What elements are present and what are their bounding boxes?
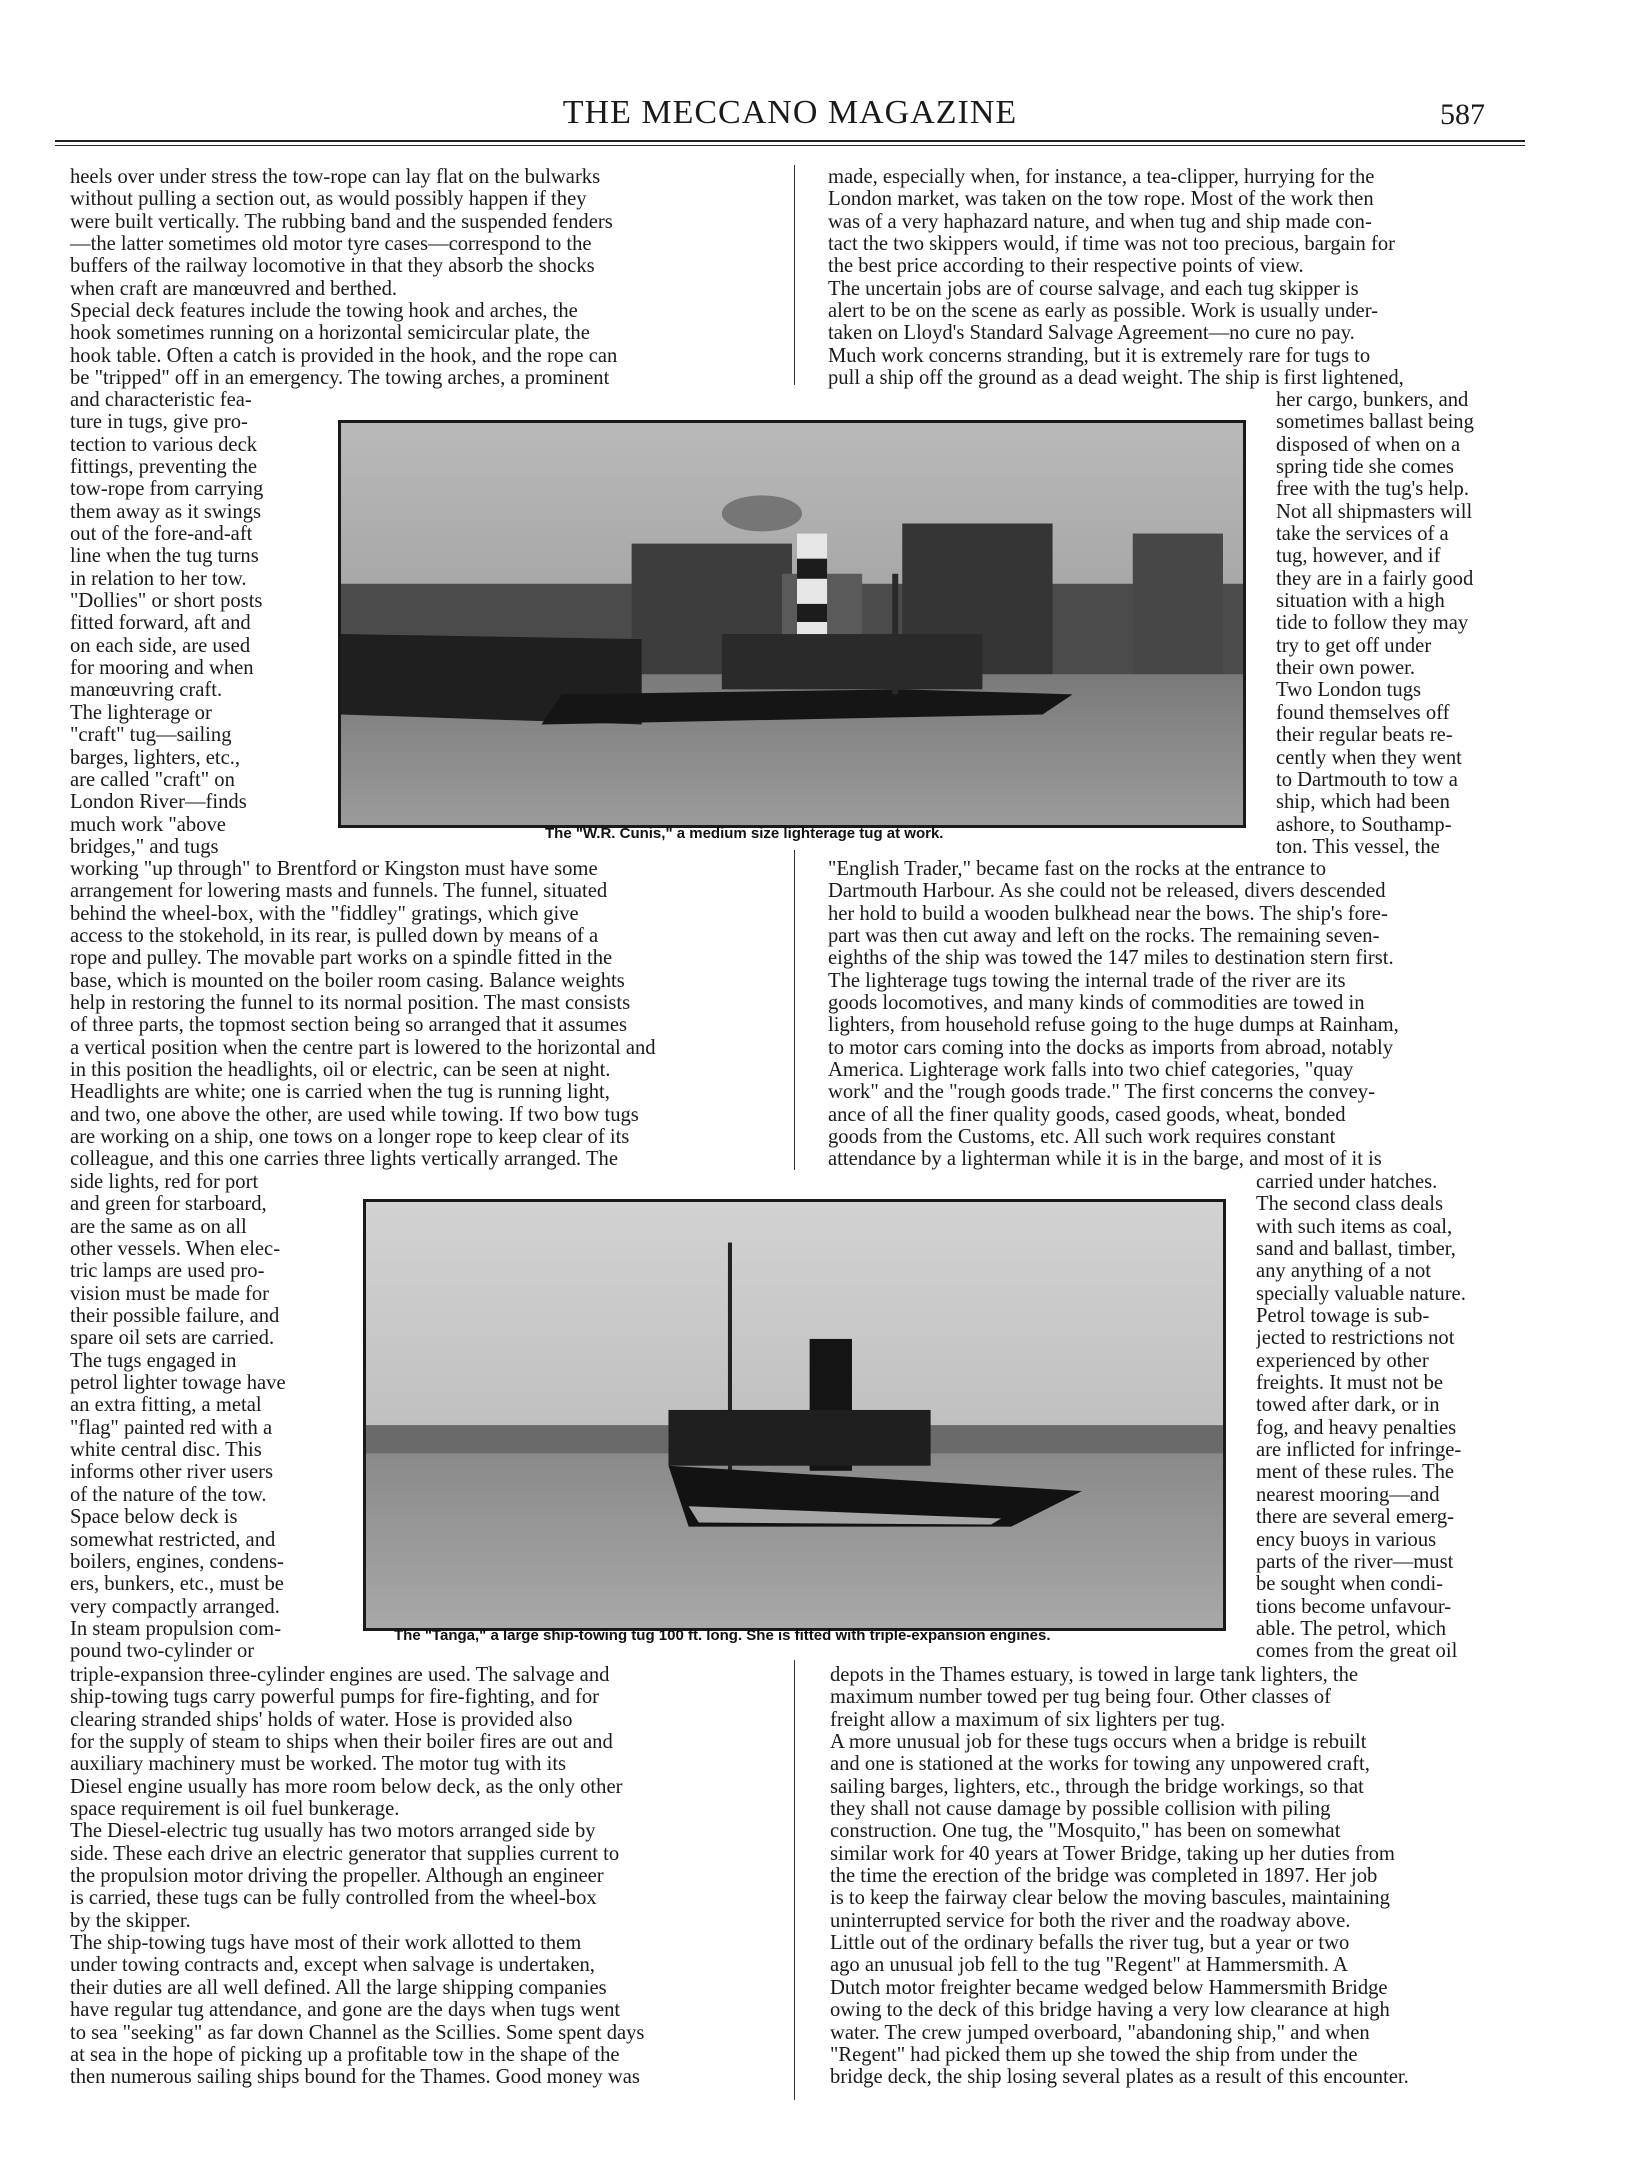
text-line: cently when they went xyxy=(1276,746,1462,769)
column-divider xyxy=(794,1660,795,2100)
text-line: bridge deck, the ship losing several plates as a result of this encounter. xyxy=(830,2066,1409,2089)
text-line: try to get off under xyxy=(1276,634,1432,657)
text-line: spring tide she comes xyxy=(1276,456,1454,479)
right-col-middle-text xyxy=(828,858,1516,1171)
text-line: sometimes ballast being xyxy=(1276,411,1474,434)
text-line: take the services of a xyxy=(1276,523,1449,546)
text-line: ency buoys in various xyxy=(1256,1528,1437,1551)
text-line: pull a ship off the ground as a dead weight. The ship is first lightened, xyxy=(828,367,1404,390)
tug-photo-illustration xyxy=(366,1202,1223,1628)
text-line: specially valuable nature. xyxy=(1256,1282,1466,1305)
text-line: ance of all the finer quality goods, cased goods, wheat, bonded xyxy=(828,1103,1346,1126)
header-rule xyxy=(55,140,1525,142)
right-col-narrow-text-2 xyxy=(1256,1171,1518,1663)
text-line: for mooring and when xyxy=(70,657,254,680)
text-line: London market, was taken on the tow rope. Most of the work then xyxy=(828,188,1374,211)
text-line: fittings, preventing the xyxy=(70,456,258,479)
text-line: ton. This vessel, the xyxy=(1276,835,1440,858)
text-line: A more unusual job for these tugs occurs when a bridge is rebuilt xyxy=(830,1731,1367,1754)
text-line: are inflicted for infringe- xyxy=(1256,1439,1462,1462)
text-line: goods locomotives, and many kinds of commodities are towed in xyxy=(828,992,1365,1015)
left-col-middle-text xyxy=(70,858,760,1171)
text-line: uninterrupted service for both the river and the roadway above. xyxy=(830,1909,1351,1932)
text-line: "Regent" had picked them up she towed the ship from under the xyxy=(830,2043,1358,2066)
text-line: spare oil sets are carried. xyxy=(70,1327,275,1350)
text-line: base, which is mounted on the boiler room casing. Balance weights xyxy=(70,969,625,992)
text-line: water. The crew jumped overboard, "abandoning ship," and when xyxy=(830,2021,1370,2044)
text-line: was of a very haphazard nature, and when tug and ship made con- xyxy=(828,210,1372,233)
text-line: help in restoring the funnel to its normal position. The mast consists xyxy=(70,992,631,1015)
text-line: nearest mooring—and xyxy=(1256,1483,1440,1506)
text-line: sand and ballast, timber, xyxy=(1256,1238,1456,1261)
text-line: side. These each drive an electric generator that supplies current to xyxy=(70,1842,620,1865)
text-line: The second class deals xyxy=(1256,1193,1443,1216)
text-line: be "tripped" off in an emergency. The towing arches, a prominent xyxy=(70,367,610,390)
text-line: Not all shipmasters will xyxy=(1276,500,1473,523)
text-line: —the latter sometimes old motor tyre cases—correspond to the xyxy=(70,233,592,256)
text-line: them away as it swings xyxy=(70,500,262,523)
text-line: hook sometimes running on a horizontal semicircular plate, the xyxy=(70,322,590,345)
text-line: ago an unusual job fell to the tug "Regent" at Hammersmith. A xyxy=(830,1954,1348,1977)
text-line: tric lamps are used pro- xyxy=(70,1260,265,1283)
text-line: her cargo, bunkers, and xyxy=(1276,389,1469,411)
text-line: disposed of when on a xyxy=(1276,433,1461,456)
text-line: The ship-towing tugs have most of their work allotted to them xyxy=(70,1932,582,1955)
figure-caption-wr-cunis: The "W.R. Cunis," a medium size lighterage tug at work. xyxy=(545,825,944,842)
text-line: in this position the headlights, oil or electric, can be seen at night. xyxy=(70,1059,611,1082)
text-line: on each side, are used xyxy=(70,634,251,657)
text-line: of three parts, the topmost section being so arranged that it assumes xyxy=(70,1014,628,1037)
text-line: tug, however, and if xyxy=(1276,545,1441,568)
text-line: by the skipper. xyxy=(70,1909,191,1932)
text-line: In steam propulsion com- xyxy=(70,1617,282,1640)
text-line: The tugs engaged in xyxy=(70,1349,237,1372)
text-line: ship, which had been xyxy=(1276,791,1450,814)
text-line: Dartmouth Harbour. As she could not be released, divers descended xyxy=(828,880,1386,903)
text-line: behind the wheel-box, with the "fiddley" gratings, which give xyxy=(70,902,579,925)
text-line: ture in tugs, give pro- xyxy=(70,411,248,434)
text-line: The Diesel-electric tug usually has two motors arranged side by xyxy=(70,1820,596,1843)
text-line: for the supply of steam to ships when their boiler fires are out and xyxy=(70,1731,613,1754)
text-line: ashore, to Southamp- xyxy=(1276,813,1452,836)
text-line: rope and pulley. The movable part works on a spindle fitted in the xyxy=(70,947,613,970)
text-line: similar work for 40 years at Tower Bridge, taking up her duties from xyxy=(830,1842,1395,1865)
text-line: situation with a high xyxy=(1276,590,1445,613)
text-line: there are several emerg- xyxy=(1256,1506,1454,1529)
text-line: ship-towing tugs carry powerful pumps for fire-fighting, and for xyxy=(70,1686,600,1709)
text-line: then numerous sailing ships bound for the Thames. Good money was xyxy=(70,2066,640,2089)
text-line: towed after dark, or in xyxy=(1256,1394,1440,1417)
text-line: lighters, from household refuse going to the huge dumps at Rainham, xyxy=(828,1014,1399,1037)
text-line: found themselves off xyxy=(1276,701,1450,724)
text-line: be sought when condi- xyxy=(1256,1573,1444,1596)
text-line: an extra fitting, a metal xyxy=(70,1394,262,1417)
left-col-narrow-text-1 xyxy=(70,389,310,858)
text-line: and two, one above the other, are used while towing. If two bow tugs xyxy=(70,1103,639,1126)
text-line: any anything of a not xyxy=(1256,1260,1432,1283)
text-line: depots in the Thames estuary, is towed in large tank lighters, the xyxy=(830,1664,1359,1686)
text-line: white central disc. This xyxy=(70,1439,262,1462)
page-number: 587 xyxy=(1440,98,1485,131)
text-line: "Dollies" or short posts xyxy=(70,590,263,613)
text-line: attendance by a lighterman while it is in the barge, and most of it is xyxy=(828,1148,1382,1171)
text-line: jected to restrictions not xyxy=(1256,1327,1455,1350)
text-line: tection to various deck xyxy=(70,433,258,456)
text-line: vision must be made for xyxy=(70,1282,270,1305)
text-line: able. The petrol, which xyxy=(1256,1617,1447,1640)
figure-caption-tanga: The "Tanga," a large ship-towing tug 100 ft. long. She is fitted with triple-expansion engines. xyxy=(394,1627,1051,1644)
text-line: comes from the great oil xyxy=(1256,1640,1458,1663)
text-line: and characteristic fea- xyxy=(70,389,252,411)
text-line: ment of these rules. The xyxy=(1256,1461,1455,1484)
text-line: are called "craft" on xyxy=(70,768,235,791)
text-line: Much work concerns stranding, but it is extremely rare for tugs to xyxy=(828,344,1371,367)
text-line: a vertical position when the centre part is lowered to the horizontal and xyxy=(70,1036,656,1059)
text-line: Special deck features include the towing hook and arches, the xyxy=(70,300,578,323)
text-line: America. Lighterage work falls into two chief categories, "quay xyxy=(828,1059,1354,1082)
text-line: were built vertically. The rubbing band and the suspended fenders xyxy=(70,210,613,233)
text-line: in relation to her tow. xyxy=(70,567,247,590)
column-divider xyxy=(794,850,795,1170)
text-line: to motor cars coming into the docks as imports from abroad, notably xyxy=(828,1036,1394,1059)
masthead xyxy=(55,92,1525,134)
text-line: auxiliary machinery must be worked. The motor tug with its xyxy=(70,1753,567,1776)
text-line: hook table. Often a catch is provided in the hook, and the rope can xyxy=(70,344,618,367)
text-line: tide to follow they may xyxy=(1276,612,1469,635)
text-line: owing to the deck of this bridge having a very low clearance at high xyxy=(830,1999,1390,2022)
text-line: without pulling a section out, as would possibly happen if they xyxy=(70,188,587,211)
text-line: clearing stranded ships' holds of water. Hose is provided also xyxy=(70,1708,573,1731)
text-line: of the nature of the tow. xyxy=(70,1483,267,1506)
text-line: "flag" painted red with a xyxy=(70,1416,273,1439)
text-line: eighths of the ship was towed the 147 miles to destination stern first. xyxy=(828,947,1394,970)
text-line: very compactly arranged. xyxy=(70,1595,280,1618)
text-line: made, especially when, for instance, a tea-clipper, hurrying for the xyxy=(828,166,1375,188)
text-line: line when the tug turns xyxy=(70,545,259,568)
text-line: goods from the Customs, etc. All such work requires constant xyxy=(828,1126,1336,1149)
text-line: fog, and heavy penalties xyxy=(1256,1416,1457,1439)
text-line: the time the erection of the bridge was completed in 1897. Her job xyxy=(830,1865,1378,1888)
text-line: free with the tug's help. xyxy=(1276,478,1470,501)
text-line: their own power. xyxy=(1276,657,1415,680)
text-line: to sea "seeking" as far down Channel as the Scillies. Some spent days xyxy=(70,2021,645,2044)
text-line: other vessels. When elec- xyxy=(70,1238,281,1261)
left-col-bottom-text xyxy=(70,1664,760,2089)
text-line: Dutch motor freighter became wedged below Hammersmith Bridge xyxy=(830,1976,1388,1999)
text-line: is carried, these tugs can be fully controlled from the wheel-box xyxy=(70,1887,597,1910)
text-line: when craft are manœuvred and berthed. xyxy=(70,277,398,300)
text-line: boilers, engines, condens- xyxy=(70,1550,284,1573)
text-line: freights. It must not be xyxy=(1256,1372,1444,1395)
text-line: Petrol towage is sub- xyxy=(1256,1305,1430,1328)
text-line: pound two-cylinder or xyxy=(70,1640,255,1663)
text-line: sailing barges, lighters, etc., through the bridge workings, so that xyxy=(830,1775,1364,1798)
text-line: freight allow a maximum of six lighters per tug. xyxy=(830,1708,1226,1731)
text-line: maximum number towed per tug being four. Other classes of xyxy=(830,1686,1331,1709)
text-line: somewhat restricted, and xyxy=(70,1528,276,1551)
photo-wr-cunis-tug xyxy=(338,420,1246,828)
text-line: Two London tugs xyxy=(1276,679,1422,702)
text-line: Headlights are white; one is carried when the tug is running light, xyxy=(70,1081,610,1104)
text-line: construction. One tug, the "Mosquito," has been on somewhat xyxy=(830,1820,1341,1843)
left-col-top-text xyxy=(70,166,760,389)
right-col-top-text xyxy=(828,166,1516,389)
text-line: The lighterage tugs towing the internal trade of the river are its xyxy=(828,969,1346,992)
text-line: experienced by other xyxy=(1256,1349,1429,1372)
text-line: they shall not cause damage by possible collision with piling xyxy=(830,1798,1331,1821)
text-line: Space below deck is xyxy=(70,1506,238,1529)
column-divider xyxy=(794,165,795,385)
text-line: their possible failure, and xyxy=(70,1305,280,1328)
text-line: London River—finds xyxy=(70,791,247,814)
text-line: at sea in the hope of picking up a profitable tow in the shape of the xyxy=(70,2043,620,2066)
text-line: "English Trader," became fast on the rocks at the entrance to xyxy=(828,858,1327,880)
text-line: arrangement for lowering masts and funnels. The funnel, situated xyxy=(70,880,608,903)
text-line: The uncertain jobs are of course salvage, and each tug skipper is xyxy=(828,277,1359,300)
text-line: they are in a fairly good xyxy=(1276,567,1474,590)
right-col-bottom-text xyxy=(830,1664,1518,2089)
text-line: taken on Lloyd's Standard Salvage Agreement—no cure no pay. xyxy=(828,322,1355,345)
text-line: and green for starboard, xyxy=(70,1193,267,1216)
text-line: the propulsion motor driving the propeller. Although an engineer xyxy=(70,1865,604,1888)
text-line: have regular tug attendance, and gone are the days when tugs went xyxy=(70,1999,621,2022)
text-line: tions become unfavour- xyxy=(1256,1595,1452,1618)
text-line: fitted forward, aft and xyxy=(70,612,251,635)
text-line: petrol lighter towage have xyxy=(70,1372,286,1395)
text-line: ers, bunkers, etc., must be xyxy=(70,1573,284,1596)
text-line: informs other river users xyxy=(70,1461,274,1484)
header-rule-thin xyxy=(55,145,1525,146)
text-line: under towing contracts and, except when salvage is undertaken, xyxy=(70,1954,595,1977)
text-line: their regular beats re- xyxy=(1276,724,1453,747)
text-line: alert to be on the scene as early as possible. Work is usually under- xyxy=(828,300,1378,323)
text-line: manœuvring craft. xyxy=(70,679,223,702)
left-col-narrow-text-2 xyxy=(70,1171,335,1663)
photo-tanga-tug xyxy=(363,1199,1226,1631)
text-line: tact the two skippers would, if time was not too precious, bargain for xyxy=(828,233,1395,256)
text-line: bridges," and tugs xyxy=(70,835,219,858)
text-line: part was then cut away and left on the rocks. The remaining seven- xyxy=(828,925,1380,948)
text-line: working "up through" to Brentford or Kingston must have some xyxy=(70,858,598,880)
text-line: are working on a ship, one tows on a longer rope to keep clear of its xyxy=(70,1126,630,1149)
text-line: The lighterage or xyxy=(70,701,212,724)
right-col-narrow-text-1 xyxy=(1276,389,1516,858)
text-line: her hold to build a wooden bulkhead near the bows. The ship's fore- xyxy=(828,902,1388,925)
text-line: Diesel engine usually has more room below deck, as the only other xyxy=(70,1775,623,1798)
text-line: tow-rope from carrying xyxy=(70,478,264,501)
text-line: carried under hatches. xyxy=(1256,1171,1438,1193)
tug-photo-illustration xyxy=(341,423,1243,825)
text-line: work" and the "rough goods trade." The first concerns the convey- xyxy=(828,1081,1375,1104)
text-line: buffers of the railway locomotive in that they absorb the shocks xyxy=(70,255,595,278)
text-line: out of the fore-and-aft xyxy=(70,523,253,546)
text-line: are the same as on all xyxy=(70,1215,247,1238)
text-line: triple-expansion three-cylinder engines are used. The salvage and xyxy=(70,1664,610,1686)
text-line: colleague, and this one carries three lights vertically arranged. The xyxy=(70,1148,618,1171)
text-line: space requirement is oil fuel bunkerage. xyxy=(70,1798,400,1821)
text-line: heels over under stress the tow-rope can lay flat on the bulwarks xyxy=(70,166,601,188)
text-line: to Dartmouth to tow a xyxy=(1276,768,1458,791)
text-line: the best price according to their respective points of view. xyxy=(828,255,1304,278)
text-line: and one is stationed at the works for towing any unpowered craft, xyxy=(830,1753,1370,1776)
text-line: their duties are all well defined. All the large shipping companies xyxy=(70,1976,607,1999)
text-line: "craft" tug—sailing xyxy=(70,724,232,747)
text-line: access to the stokehold, in its rear, is pulled down by means of a xyxy=(70,925,599,948)
text-line: with such items as coal, xyxy=(1256,1215,1453,1238)
text-line: parts of the river—must xyxy=(1256,1550,1454,1573)
magazine-title: THE MECCANO MAGAZINE xyxy=(562,94,1018,131)
text-line: barges, lighters, etc., xyxy=(70,746,241,769)
text-line: Little out of the ordinary befalls the river tug, but a year or two xyxy=(830,1932,1350,1955)
text-line: is to keep the fairway clear below the moving bascules, maintaining xyxy=(830,1887,1390,1910)
text-line: side lights, red for port xyxy=(70,1171,259,1193)
text-line: much work "above xyxy=(70,813,226,836)
